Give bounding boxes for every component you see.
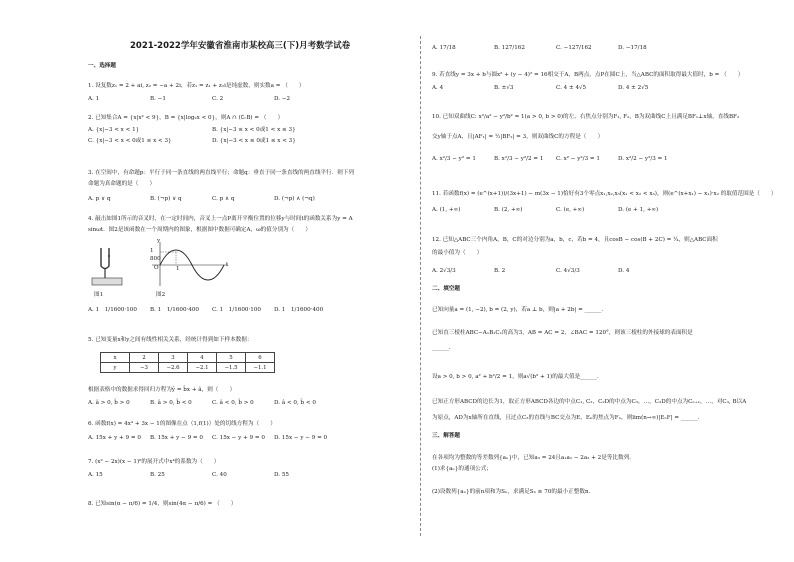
table-cell: −1.5 <box>217 363 246 373</box>
q1-opt-d: D. −2 <box>274 96 291 102</box>
q11-opt-a: A. (1, +∞) <box>432 207 461 213</box>
q9-opt-d: D. 4 ± 2√5 <box>618 85 649 91</box>
table-cell: y <box>101 363 130 373</box>
q10-opt-c: C. x² − y²/3 = 1 <box>556 156 600 162</box>
q6-stem: 6. 函数f(x) = 4x³ + 3x − 1的图像在点（1,f(1)）处的切线方程为（ ） <box>88 421 276 427</box>
q1-opt-c: C. 2 <box>212 96 224 102</box>
fig2-caption: 图2 <box>156 292 166 298</box>
q8-opt-a: A. 17/18 <box>432 45 456 51</box>
q11-opt-b: B. (2, +∞) <box>494 207 523 213</box>
q9-stem: 9. 若直线y = 3x + b与圆x² + (y − 4)² = 16相交于A，B两点，点P在圆C上，当△ABC的面积取得最大值时，b = （ ） <box>432 72 744 78</box>
q12-stem-line2: 的最小值为（ ） <box>432 250 483 256</box>
q2-opt-c: C. {x|−3 < x < 0或1 ≤ x < 3} <box>88 138 172 144</box>
table-cell: 6 <box>246 353 275 363</box>
q5-opt-a: A. â > 0, b̂ > 0 <box>88 400 130 406</box>
section-choice: 一、选择题 <box>88 63 116 69</box>
q10-stem-line2: 交y轴于点A，且|AF₁| = ½|BF₂| = 3，则双曲线C的方程是（ ） <box>432 134 604 140</box>
column-divider <box>420 36 421 536</box>
q5-opt-c: C. â < 0, b̂ > 0 <box>212 400 254 406</box>
exam-title: 2021-2022学年安徽省淮南市某校高三(下)月考数学试卷 <box>130 41 351 51</box>
q12-opt-b: B. 2 <box>494 268 506 274</box>
q12-opt-c: C. 4√3/3 <box>556 268 580 274</box>
q7-opt-a: A. 15 <box>88 472 103 478</box>
table-row-x <box>101 353 275 363</box>
q10-opt-b: B. x²/3 − y²/2 = 1 <box>494 156 544 162</box>
q3-opt-d: D. (¬p) ∧ (¬q) <box>274 196 315 202</box>
q1-opt-a: A. 1 <box>88 96 100 102</box>
q1-opt-b: B. −1 <box>150 96 166 102</box>
fill-q4-line1: 已知正方形ABCD的边长为1，取正方形ABCD各边的中点C₁, C₂，C₂D的中点为C₃，…，C₃D的中点为Cₙ₊₁，…，对C₃, B以A <box>432 399 747 405</box>
q2-opt-a: A. {x|−3 < x < 1} <box>88 127 140 133</box>
q7-opt-b: B. 25 <box>150 472 165 478</box>
q3-stem-line2: 命题为真命题的是（ ） <box>88 181 156 187</box>
solve-q1-line2: (1)求{aₙ}的通项公式； <box>432 466 492 472</box>
q10-opt-d: D. x²/2 − y²/3 = 1 <box>618 156 668 162</box>
q4-stem-line1: 4. 敲击如图1所示的音叉时，在一定时间内，音叉上一点P离开平衡位置的位移y与时间t的函数关系为y = A <box>88 216 353 222</box>
fill-q3: 设a > 0, b > 0, a² + b²/2 = 1，则a√(b² + 1)的最大值是______． <box>432 374 603 380</box>
q4-opt-d: D. 1 1/1600·400 <box>274 307 324 313</box>
q5-stem: 5. 已知变量x和y之间有线性相关关系，经统计得到如下样本数据： <box>88 337 253 343</box>
q1-stem: 1. 设复数z₁ = 2 + ai, z₂ = −a + 2i，若z₁ = z₁ + z₂i是纯虚数，则实数a = （ ） <box>88 83 305 89</box>
q8-opt-b: B. 127/162 <box>494 45 525 51</box>
q6-opt-a: A. 15x + y + 9 = 0 <box>88 435 141 441</box>
section-fill: 二、填空题 <box>432 286 460 292</box>
q12-opt-a: A. 2√3/3 <box>432 268 456 274</box>
q7-opt-c: C. 40 <box>212 472 227 478</box>
table-cell: −2.1 <box>188 363 217 373</box>
q4-opt-c: C. 1 1/1600·100 <box>212 307 261 313</box>
solve-q1-line3: (2)设数列{aₙ}的前n项和为Sₙ，求满足Sₙ ≥ 70的最小正整数n． <box>432 489 595 495</box>
fill-q2-line1: 已知直三棱柱ABC−A₁B₁C₁的高为3，AB = AC = 2，∠BAC = 120°，则该三棱柱的外接球的表面积是 <box>432 330 693 336</box>
fill-q1: 已知向量a = (1, −2), b = (2, y)，若a ⊥ b，则|a + 2b| = ______． <box>432 307 607 313</box>
q7-opt-d: D. 55 <box>274 472 289 478</box>
q3-opt-c: C. p ∧ q <box>212 196 235 202</box>
solve-q1-line1: 在各项均为整数的等差数列{aₙ}中，已知a₃ = 24且a₁a₂ − 2a₃ + 2是等比数列． <box>432 455 635 461</box>
fill-q2-line2: ______． <box>432 345 455 351</box>
q9-opt-a: A. 4 <box>432 85 444 91</box>
q2-opt-d: D. {x|−3 < x ≤ 0或1 ≤ x < 3} <box>212 138 296 144</box>
q12-opt-d: D. 4 <box>618 268 630 274</box>
q3-opt-b: B. (¬p) ∨ q <box>150 196 182 202</box>
q8-stem: 8. 已知sin(α − π/6) = 1/4，则sin(4α − π/6) = （ ） <box>88 501 237 507</box>
q4-opt-a: A. 1 1/1600·100 <box>88 307 137 313</box>
q2-opt-b: B. {x|−3 ≤ x < 0或1 < x ≤ 3} <box>212 127 296 133</box>
table-cell: 4 <box>188 353 217 363</box>
q4-stem-line2: sinωt．图2是该函数在一个周期内的图象，根据图中数据可确定A，ω的值分别为（ ） <box>88 227 312 233</box>
graph-t1-denominator: 800 <box>150 256 161 262</box>
table-row-y <box>101 363 275 373</box>
tuning-fork-figure <box>90 244 126 288</box>
q4-opt-b: B. 1 1/1600·400 <box>150 307 199 313</box>
q10-stem-line1: 10. 已知双曲线C: x²/a² − y²/b² = 1(a > 0, b > 0)的左、右焦点分别为F₁, F₂，B为双曲线C上且满足BF₁⊥x轴，直线BF₂ <box>432 114 740 120</box>
table-cell: 5 <box>217 353 246 363</box>
q3-stem-line1: 3. 在空间中，有命题p：平行于同一条直线的两直线平行；命题q：垂直于同一条直线的两直线平行．则下列 <box>88 170 354 176</box>
q11-stem: 11. 若函数f(x) = (e^(x+1))/(3x+1) − m(3x − 1)恰好有3个零点x₁,x₂,x₃(x₁ < x₂ < x₃)，则(e^(x+x₁) − x₁)·x₂ 的取值范围是（ ） <box>432 191 777 197</box>
graph-origin-label: O <box>154 265 159 271</box>
fig1-caption: 图1 <box>94 292 104 298</box>
q8-opt-c: C. −127/162 <box>556 45 592 51</box>
q9-opt-c: C. 4 ± 4√5 <box>556 85 587 91</box>
section-solve: 三、解答题 <box>432 433 460 439</box>
table-cell: 3 <box>159 353 188 363</box>
table-cell: −2.6 <box>159 363 188 373</box>
table-cell: x <box>101 353 130 363</box>
q12-stem-line1: 12. 已知△ABC三个内角A，B，C的对边分别为a，b，c，若b = 4，且cosB − cos(B + 2C) = ¼，则△ABC面积 <box>432 237 718 243</box>
q6-opt-b: B. 15x + y − 9 = 0 <box>150 435 203 441</box>
table-cell: 2 <box>130 353 159 363</box>
fill-q4-line2: 为原点，AD为x轴所在直线，且过点C₃的直线与BC交点为E，Eₙ的焦点为Fₙ，则lim(n→∞)|EₙF| = ______． <box>432 415 704 421</box>
q5-opt-d: D. â < 0, b̂ < 0 <box>274 400 316 406</box>
q5-after: 根据表格中的数据求得回归方程为ŷ = b̂x + â，则（ ） <box>88 387 236 393</box>
q11-opt-c: C. (e, +∞) <box>556 207 585 213</box>
q9-opt-b: B. ±√3 <box>494 85 514 91</box>
q6-opt-d: D. 15x − y − 9 = 0 <box>274 435 328 441</box>
q2-stem: 2. 已知集合A = {x|x² < 9}，B = {x|log₂x < 0}，则A ∩ (∁ᵣB) = （ ） <box>88 115 284 121</box>
q6-opt-c: C. 15x − y + 9 = 0 <box>212 435 265 441</box>
graph-amplitude-label: 1 <box>150 248 154 254</box>
q11-opt-d: D. (e + 1, +∞) <box>618 207 659 213</box>
q5-opt-b: B. â > 0, b̂ < 0 <box>150 400 192 406</box>
graph-y-label: y <box>157 238 161 244</box>
table-cell: −1.1 <box>246 363 275 373</box>
graph-t1-label: 1 <box>176 266 180 272</box>
q5-data-table <box>100 352 275 373</box>
q7-stem: 7. (x² − 2x)(x − 1)⁶的展开式中x⁴的系数为（ ） <box>88 459 220 465</box>
table-cell: −3 <box>130 363 159 373</box>
q3-opt-a: A. p ∨ q <box>88 196 111 202</box>
q8-opt-d: D. −17/18 <box>618 45 647 51</box>
graph-t-label: t <box>226 262 229 268</box>
q10-opt-a: A. x²/3 − y² = 1 <box>432 156 476 162</box>
